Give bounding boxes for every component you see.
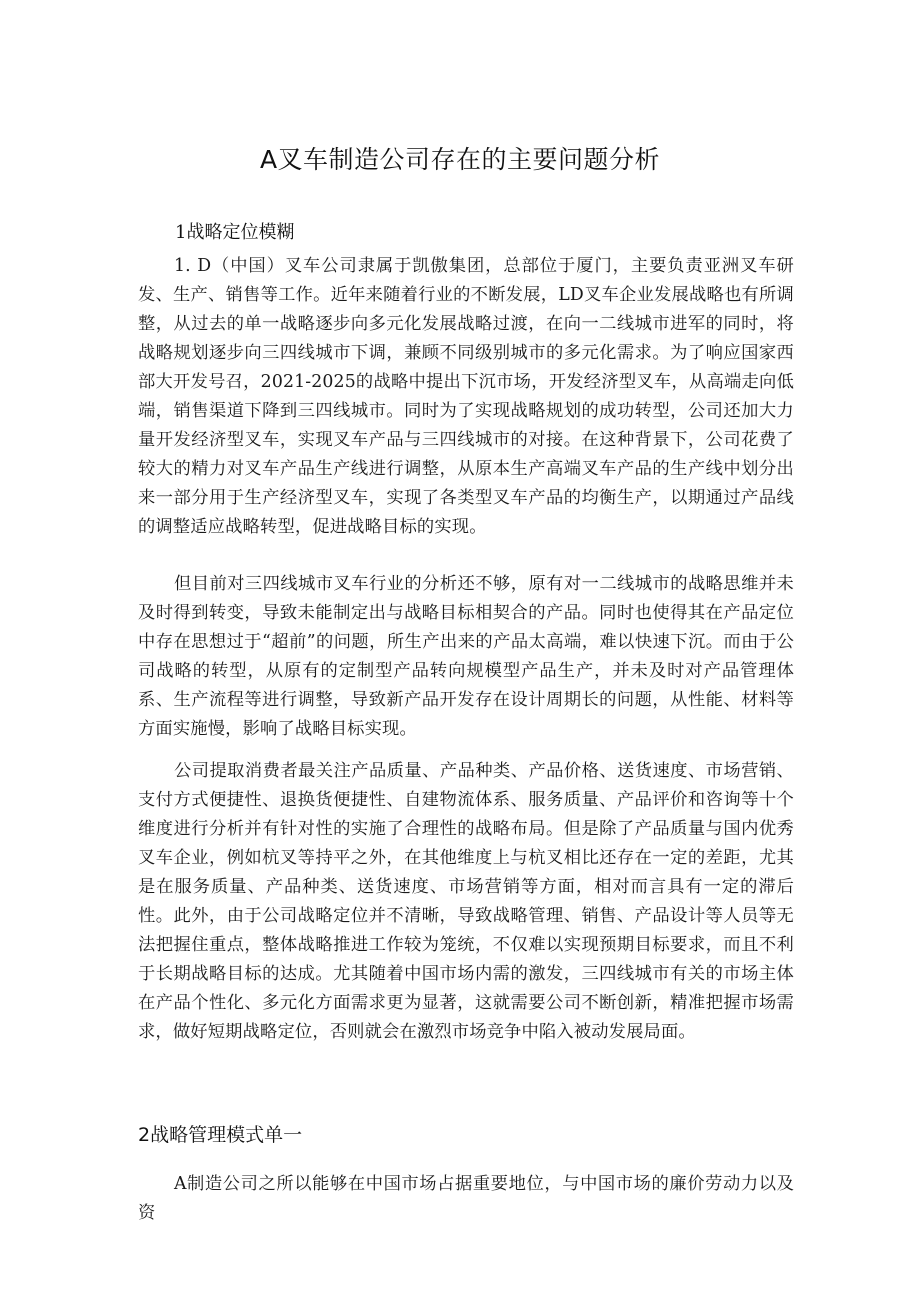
section-1-heading: 1战略定位模糊 bbox=[175, 222, 295, 243]
section-2-paragraph-1: A制造公司之所以能够在中国市场占据重要地位，与中国市场的廉价劳动力以及资 bbox=[138, 1174, 794, 1223]
document-title: A叉车制造公司存在的主要问题分析 bbox=[259, 145, 661, 174]
section-2-heading: 2战略管理模式单一 bbox=[138, 1124, 303, 1146]
section-1-paragraph-3: 公司提取消费者最关注产品质量、产品种类、产品价格、送货速度、市场营销、支付方式便捷性、退换货便捷性、自建物流体系、服务质量、产品评价和咨询等十个维度进行分析并有针对性的实施了合理性的战略布局。但是除了产品质量与国内优秀叉车企业，例如杭叉等持平之外，在其他维度上与杭叉相比还存在一定的差距，尤其是在服务质量、产品种类、送货速度、市场营销等方面，相对而言具有一定的滞后性。此外，由于公司战略定位并不清晰，导致战略管理、销售、产品设计等人员等无法把握住重点，整体战略推进工作较为笼统，不仅难以实现预期目标要求，而且不利于长期战略目标的达成。尤其随着中国市场内需的激发，三四线城市有关的市场主体在产品个性化、多元化方面需求更为显著，这就需要公司不断创新，精准把握市场需求，做好短期战略定位，否则就会在激烈市场竞争中陷入被动发展局面。 bbox=[138, 761, 794, 1042]
section-1-paragraph-1: 1. D（中国）叉车公司隶属于凯傲集团，总部位于厦门，主要负责亚洲叉车研发、生产、销售等工作。近年来随着行业的不断发展，LD叉车企业发展战略也有所调整，从过去的单一战略逐步向多元化发展战略过渡，在向一二线城市进军的同时，将战略规划逐步向三四线城市下调，兼顾不同级别城市的多元化需求。为了响应国家西部大开发号召，2021-2025的战略中提出下沉市场，开发经济型叉车，从高端走向低端，销售渠道下降到三四线城市。同时为了实现战略规划的成功转型，公司还加大力量开发经济型叉车，实现叉车产品与三四线城市的对接。在这种背景下，公司花费了较大的精力对叉车产品生产线进行调整，从原本生产高端叉车产品的生产线中划分出来一部分用于生产经济型叉车，实现了各类型叉车产品的均衡生产，以期通过产品线的调整适应战略转型，促进战略目标的实现。 bbox=[138, 256, 794, 537]
section-1-paragraph-2: 但目前对三四线城市叉车行业的分析还不够，原有对一二线城市的战略思维并未及时得到转变，导致未能制定出与战略目标相契合的产品。同时也使得其在产品定位中存在思想过于“超前”的问题，所生产出来的产品太高端，难以快速下沉。而由于公司战略的转型，从原有的定制型产品转向规模型产品生产，并未及时对产品管理体系、生产流程等进行调整，导致新产品开发存在设计周期长的问题，从性能、材料等方面实施慢，影响了战略目标实现。 bbox=[138, 574, 794, 739]
